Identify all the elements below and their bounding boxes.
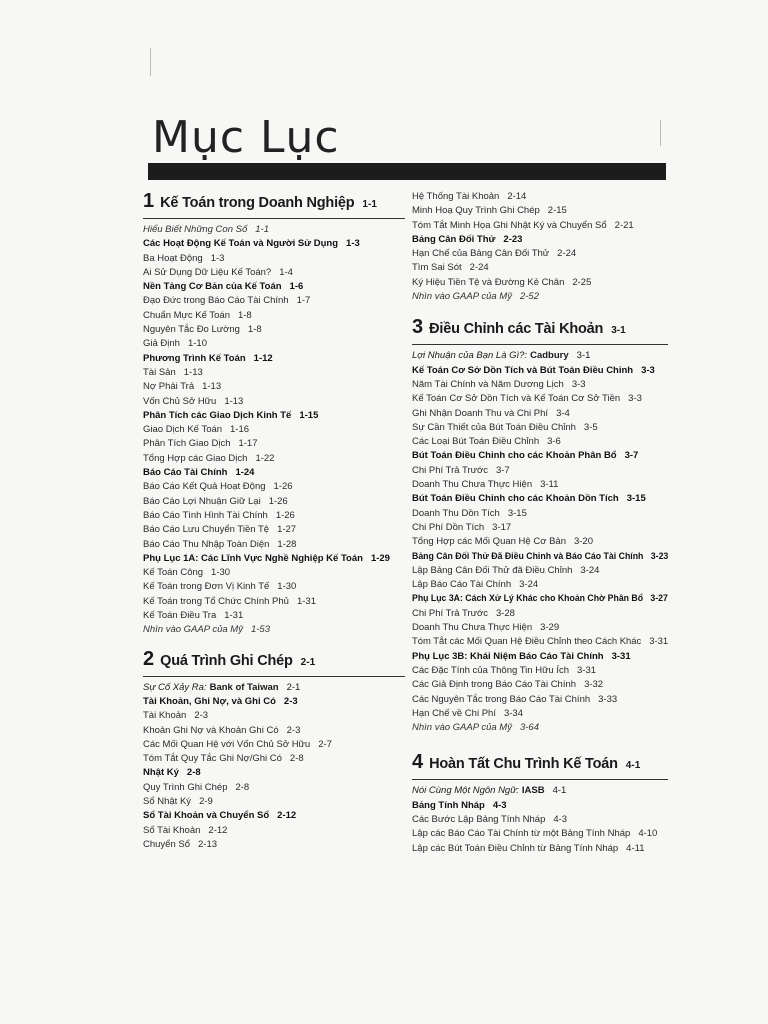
toc-entry bbox=[412, 564, 668, 578]
toc-entry bbox=[412, 827, 668, 841]
entry-page: 2-1 bbox=[286, 681, 301, 693]
toc-entry bbox=[143, 352, 405, 366]
entry-title: Bút Toán Điều Chỉnh cho các Khoản Phân Bổ bbox=[412, 450, 617, 462]
entry-page: 1-17 bbox=[238, 438, 258, 450]
entry-page: 3-17 bbox=[492, 521, 512, 533]
entry-page: 1-6 bbox=[289, 281, 304, 293]
entry-title: Tài Sản bbox=[143, 366, 176, 378]
entry-title: Nguyên Tắc Đo Lường bbox=[143, 324, 240, 336]
chapter-number: 4 bbox=[412, 751, 424, 774]
toc-entry bbox=[412, 678, 668, 692]
entry-page: 2-52 bbox=[519, 291, 539, 303]
entry-page: 2-15 bbox=[547, 205, 567, 217]
toc-entry bbox=[143, 423, 405, 437]
entry-title: Khoản Ghi Nợ và Khoản Ghi Có bbox=[143, 724, 279, 736]
entry-page: 1-7 bbox=[296, 295, 311, 307]
toc-entry bbox=[412, 813, 668, 827]
toc-entry bbox=[143, 538, 405, 552]
entry-title: Nhật Ký bbox=[143, 767, 179, 779]
toc-entry bbox=[412, 290, 668, 304]
entry-page: 1-31 bbox=[224, 610, 244, 622]
toc-entry bbox=[143, 552, 405, 566]
entry-page: 3-11 bbox=[540, 479, 559, 491]
entry-page: 4-3 bbox=[553, 813, 568, 825]
entry-title: Bảng Tính Nháp bbox=[412, 799, 485, 811]
entry-title: Báo Cáo Tình Hình Tài Chính bbox=[143, 509, 268, 521]
toc-entry bbox=[143, 437, 405, 451]
entry-title: Doanh Thu Chưa Thực Hiện bbox=[412, 479, 533, 491]
entry-title: Báo Cáo Lợi Nhuận Giữ Lại bbox=[143, 495, 261, 507]
entry-page: 3-1 bbox=[576, 350, 591, 362]
entry-page: 1-26 bbox=[273, 481, 293, 493]
entry-page: 1-12 bbox=[253, 352, 273, 364]
chapter-number: 2 bbox=[143, 647, 155, 670]
entry-page: 4-11 bbox=[626, 842, 645, 854]
toc-entry bbox=[143, 495, 405, 509]
left-column bbox=[143, 190, 405, 852]
toc-entry bbox=[143, 809, 405, 823]
entry-page: 1-26 bbox=[275, 509, 295, 521]
toc-entry bbox=[143, 824, 405, 838]
entry-title: Tóm Tắt Minh Họa Ghi Nhật Ký và Chuyển Sổ bbox=[412, 219, 607, 231]
feature-label: Lợi Nhuận của Bạn Là Gì?: bbox=[412, 350, 528, 362]
entry-title: Hiểu Biết Những Con Số bbox=[143, 224, 248, 235]
entry-page: 1-13 bbox=[202, 381, 222, 393]
entry-page: 3-34 bbox=[503, 707, 523, 719]
entry-page: 1-1 bbox=[255, 224, 269, 235]
entry-title: Bảng Cân Đối Thử Đã Điều Chỉnh và Báo Cáo Tài Chính bbox=[412, 550, 644, 562]
entry-title: Ký Hiệu Tiền Tệ và Đường Kẻ Chân bbox=[412, 276, 565, 288]
toc-entry bbox=[143, 366, 405, 380]
entry-page: 3-31 bbox=[577, 664, 597, 676]
entry-title: Minh Hoạ Quy Trình Ghi Chép bbox=[412, 205, 540, 217]
entry-page: 3-31 bbox=[649, 636, 668, 648]
entry-title: Báo Cáo Thu Nhập Toàn Diện bbox=[143, 538, 270, 550]
toc-entry bbox=[143, 266, 405, 280]
entry-page: 3-28 bbox=[495, 607, 515, 619]
entry-page: 1-28 bbox=[277, 538, 297, 550]
chapter-heading bbox=[143, 648, 405, 677]
toc-entry bbox=[412, 650, 668, 664]
chapter-heading bbox=[412, 316, 668, 345]
entry-page: 2-24 bbox=[557, 248, 577, 260]
entry-title: Tài Khoản, Ghi Nợ, và Ghi Có bbox=[143, 695, 276, 707]
entry-page: 4-1 bbox=[552, 785, 567, 797]
entry-page: 2-24 bbox=[469, 262, 489, 274]
entry-title: Lập các Bút Toán Điều Chỉnh từ Bảng Tính Nháp bbox=[412, 842, 619, 854]
entry-page: 1-15 bbox=[299, 409, 319, 421]
entry-title: Báo Cáo Lưu Chuyển Tiền Tệ bbox=[143, 524, 270, 536]
chapter-page: 3-1 bbox=[611, 325, 626, 337]
toc-entry bbox=[143, 580, 405, 594]
toc-entry bbox=[143, 681, 405, 695]
entry-title: Ba Hoạt Động bbox=[143, 252, 203, 264]
toc-entry bbox=[412, 578, 668, 592]
entry-page: 3-23 bbox=[650, 550, 669, 562]
toc-entry bbox=[412, 842, 668, 856]
toc-entry bbox=[143, 480, 405, 494]
entry-title: Kế Toán trong Tổ Chức Chính Phủ bbox=[143, 595, 289, 607]
entry-page: 3-7 bbox=[624, 450, 639, 462]
toc-entry bbox=[143, 609, 405, 623]
entry-title: Nhìn vào GAAP của Mỹ bbox=[412, 722, 512, 734]
entry-page: 1-31 bbox=[296, 595, 316, 607]
feature-company: Cadbury bbox=[530, 350, 569, 362]
entry-page: 1-30 bbox=[211, 567, 231, 579]
feature-company: IASB bbox=[521, 785, 545, 797]
entry-title: Tóm Tắt các Mối Quan Hệ Điều Chỉnh theo Cách Khác bbox=[412, 636, 642, 648]
entry-page: 1-4 bbox=[279, 266, 293, 278]
entry-title: Nhìn vào GAAP của Mỹ bbox=[143, 624, 243, 636]
entry-page: 1-13 bbox=[224, 395, 244, 407]
toc-entry bbox=[412, 449, 668, 463]
entry-list bbox=[143, 681, 405, 853]
toc-entry bbox=[412, 607, 668, 621]
toc-entry bbox=[143, 466, 405, 480]
toc-entry bbox=[143, 223, 405, 237]
entry-page: 3-20 bbox=[573, 536, 593, 548]
toc-entry bbox=[143, 724, 405, 738]
entry-title: Sự Cần Thiết của Bút Toán Điều Chỉnh bbox=[412, 421, 576, 433]
toc-entry bbox=[412, 492, 668, 506]
toc-entry bbox=[143, 237, 405, 251]
toc-entry bbox=[143, 452, 405, 466]
entry-title: Tổng Hợp các Mối Quan Hệ Cơ Bản bbox=[412, 536, 566, 548]
entry-title: Giả Định bbox=[143, 338, 180, 350]
entry-list bbox=[143, 223, 405, 638]
toc-entry bbox=[143, 294, 405, 308]
entry-page: 1-3 bbox=[346, 238, 360, 250]
chapter-page: 1-1 bbox=[362, 199, 377, 210]
toc-entry bbox=[412, 247, 668, 261]
entry-page: 3-7 bbox=[495, 464, 510, 476]
entry-page: 3-4 bbox=[556, 407, 570, 419]
entry-title: Nền Tảng Cơ Bản của Kế Toán bbox=[143, 281, 282, 293]
entry-page: 3-29 bbox=[540, 622, 560, 634]
entry-page: 2-8 bbox=[235, 781, 250, 793]
toc-entry bbox=[143, 838, 405, 852]
entry-title: Vốn Chủ Sở Hữu bbox=[143, 395, 217, 407]
entry-page: 1-24 bbox=[235, 467, 255, 479]
entry-title: Kế Toán Cơ Sở Dồn Tích và Kế Toán Cơ Sở Tiền bbox=[412, 393, 621, 405]
chapter-title: Điều Chỉnh các Tài Khoản bbox=[429, 321, 604, 338]
toc-entry bbox=[412, 204, 668, 218]
entry-title: Các Nguyên Tắc trong Báo Cáo Tài Chính bbox=[412, 693, 591, 705]
toc-entry bbox=[143, 709, 405, 723]
toc-entry bbox=[412, 407, 668, 421]
entry-page: 4-10 bbox=[638, 828, 658, 840]
toc-entry bbox=[412, 507, 668, 521]
chapter-number: 1 bbox=[143, 190, 155, 212]
entry-page: 2-21 bbox=[614, 219, 634, 231]
toc-entry bbox=[143, 523, 405, 537]
entry-page: 2-14 bbox=[507, 191, 527, 202]
entry-page: 2-8 bbox=[186, 767, 201, 779]
entry-title: Chuyển Sổ bbox=[143, 838, 191, 850]
entry-title: Tóm Tắt Quy Tắc Ghi Nợ/Ghi Có bbox=[143, 753, 282, 765]
entry-page: 1-27 bbox=[277, 524, 297, 536]
entry-page: 2-13 bbox=[198, 838, 218, 850]
toc-entry bbox=[412, 721, 668, 735]
entry-page: 3-6 bbox=[547, 436, 561, 448]
toc-entry bbox=[143, 337, 405, 351]
scan-mark-right bbox=[660, 120, 661, 146]
entry-title: Đạo Đức trong Báo Cáo Tài Chính bbox=[143, 295, 289, 307]
toc-entry bbox=[412, 364, 668, 378]
entry-page: 2-3 bbox=[194, 710, 209, 722]
entry-page: 3-24 bbox=[580, 564, 600, 576]
entry-page: 3-24 bbox=[519, 579, 539, 591]
toc-entry bbox=[412, 521, 668, 535]
entry-title: Phụ Lục 3B: Khái Niệm Báo Cáo Tài Chính bbox=[412, 650, 604, 662]
entry-title: Phụ Lục 3A: Cách Xử Lý Khác cho Khoản Chờ Phân Bổ bbox=[412, 593, 644, 605]
entry-page: 2-8 bbox=[289, 753, 304, 765]
entry-title: Tìm Sai Sót bbox=[412, 262, 462, 274]
entry-title: Sổ Tài Khoản và Chuyển Sổ bbox=[143, 810, 270, 822]
title-bar bbox=[148, 163, 666, 180]
entry-title: Các Đặc Tính của Thông Tin Hữu Ích bbox=[412, 664, 570, 676]
entry-page: 3-32 bbox=[584, 679, 604, 691]
chapter-number: 3 bbox=[412, 316, 424, 339]
chapter-heading bbox=[143, 190, 405, 219]
entry-page: 3-15 bbox=[626, 493, 646, 505]
entry-title: Báo Cáo Tài Chính bbox=[143, 467, 228, 479]
entry-title: Phân Tích các Giao Dịch Kinh Tế bbox=[143, 409, 292, 421]
entry-page: 1-8 bbox=[237, 309, 252, 321]
toc-entry bbox=[412, 784, 668, 798]
toc-entry bbox=[412, 621, 668, 635]
toc-entry bbox=[412, 664, 668, 678]
entry-title: Các Mối Quan Hệ với Vốn Chủ Sở Hữu bbox=[143, 738, 311, 750]
entry-page: 2-25 bbox=[572, 276, 592, 288]
toc-entry bbox=[412, 233, 668, 247]
entry-title: Chuẩn Mực Kế Toán bbox=[143, 309, 230, 321]
entry-title: Giao Dịch Kế Toán bbox=[143, 424, 223, 436]
entry-title: Chi Phí Dồn Tích bbox=[412, 521, 485, 533]
entry-page: 1-16 bbox=[230, 424, 250, 436]
entry-page: 3-33 bbox=[598, 693, 618, 705]
toc-entry bbox=[412, 190, 668, 204]
entry-page: 2-12 bbox=[277, 810, 297, 822]
toc-entry bbox=[412, 693, 668, 707]
toc-entry bbox=[412, 592, 668, 606]
toc-entry bbox=[143, 509, 405, 523]
feature-company: Bank of Taiwan bbox=[209, 681, 279, 693]
entry-title: Nợ Phải Trả bbox=[143, 381, 195, 393]
entry-title: Các Giả Định trong Báo Cáo Tài Chính bbox=[412, 679, 577, 691]
entry-title: Bảng Cân Đối Thử bbox=[412, 233, 496, 245]
entry-page: 2-9 bbox=[199, 795, 213, 807]
toc-entry bbox=[412, 435, 668, 449]
toc-entry bbox=[143, 380, 405, 394]
entry-title: Kế Toán trong Đơn Vị Kinh Tế bbox=[143, 581, 270, 593]
toc-entry bbox=[143, 781, 405, 795]
entry-title: Các Bước Lập Bảng Tính Nháp bbox=[412, 813, 546, 825]
toc-entry bbox=[412, 799, 668, 813]
entry-page: 1-22 bbox=[255, 452, 275, 464]
entry-title: Báo Cáo Kết Quả Hoạt Động bbox=[143, 481, 266, 493]
entry-title: Kế Toán Công bbox=[143, 567, 204, 579]
scan-mark-top bbox=[150, 48, 151, 76]
toc-entry bbox=[412, 349, 668, 363]
feature-label: Nói Cùng Một Ngôn Ngữ: bbox=[412, 785, 519, 797]
entry-title: Kế Toán Điều Tra bbox=[143, 610, 217, 622]
entry-title: Chi Phí Trả Trước bbox=[412, 607, 488, 619]
entry-page: 3-31 bbox=[611, 650, 631, 662]
toc-entry bbox=[412, 219, 668, 233]
entry-page: 3-3 bbox=[628, 393, 642, 405]
toc-entry bbox=[143, 738, 405, 752]
chapter-title: Quá Trình Ghi Chép bbox=[160, 652, 293, 669]
chapter-page: 4-1 bbox=[625, 760, 641, 772]
entry-title: Kế Toán Cơ Sở Dồn Tích và Bút Toán Điều Chỉnh bbox=[412, 364, 634, 376]
chapter-page: 2-1 bbox=[300, 656, 316, 668]
chapter-title: Kế Toán trong Doanh Nghiệp bbox=[160, 195, 355, 211]
entry-title: Lập các Báo Cáo Tài Chính từ một Bảng Tính Nháp bbox=[412, 828, 631, 840]
entry-page: 1-13 bbox=[183, 366, 203, 378]
toc-entry bbox=[412, 478, 668, 492]
entry-page: 3-64 bbox=[519, 722, 539, 734]
entry-page: 1-3 bbox=[210, 252, 225, 264]
entry-title: Tài Khoản bbox=[143, 710, 187, 722]
toc-entry bbox=[143, 766, 405, 780]
toc-entry bbox=[143, 595, 405, 609]
entry-title: Doanh Thu Dồn Tích bbox=[412, 507, 500, 519]
entry-title: Ai Sử Dụng Dữ Liệu Kế Toán? bbox=[143, 266, 272, 278]
toc-entry bbox=[412, 550, 668, 564]
entry-page: 1-30 bbox=[277, 581, 297, 593]
entry-title: Lập Báo Cáo Tài Chính bbox=[412, 579, 512, 591]
entry-page: 3-5 bbox=[583, 421, 598, 433]
entry-title: Doanh Thu Chưa Thực Hiện bbox=[412, 622, 533, 634]
toc-entry bbox=[412, 535, 668, 549]
chapter-heading bbox=[412, 751, 668, 780]
entry-page: 2-23 bbox=[503, 233, 523, 245]
entry-title: Phương Trình Kế Toán bbox=[143, 352, 246, 364]
toc-entry bbox=[412, 276, 668, 290]
toc-entry bbox=[143, 395, 405, 409]
entry-title: Các Loại Bút Toán Điều Chỉnh bbox=[412, 436, 540, 448]
toc-entry bbox=[143, 752, 405, 766]
entry-page: 2-3 bbox=[286, 724, 301, 736]
toc-entry bbox=[143, 795, 405, 809]
toc-entry bbox=[143, 252, 405, 266]
entry-page: 2-3 bbox=[283, 695, 298, 707]
entry-title: Chi Phí Trả Trước bbox=[412, 464, 488, 476]
entry-title: Năm Tài Chính và Năm Dương Lịch bbox=[412, 378, 564, 390]
toc-entry bbox=[143, 309, 405, 323]
entry-title: Phụ Lục 1A: Các Lĩnh Vực Nghề Nghiệp Kế Toán bbox=[143, 552, 363, 564]
entry-page: 3-15 bbox=[507, 507, 527, 519]
entry-page: 1-10 bbox=[187, 338, 207, 350]
entry-page: 3-27 bbox=[650, 593, 668, 605]
entry-page: 2-7 bbox=[318, 738, 332, 750]
right-column bbox=[412, 190, 668, 856]
entry-title: Các Hoạt Động Kế Toán và Người Sử Dụng bbox=[143, 238, 339, 250]
chapter-title: Hoàn Tất Chu Trình Kế Toán bbox=[429, 756, 618, 773]
entry-title: Tổng Hợp các Giao Dịch bbox=[143, 452, 248, 464]
toc-entry bbox=[412, 635, 668, 649]
entry-page: 1-26 bbox=[268, 495, 288, 507]
toc-entry bbox=[412, 392, 668, 406]
toc-entry bbox=[143, 695, 405, 709]
entry-title: Lập Bảng Cân Đối Thử đã Điều Chỉnh bbox=[412, 564, 573, 576]
entry-title: Ghi Nhận Doanh Thu và Chi Phí bbox=[412, 407, 549, 419]
page-title: Mục Lục bbox=[152, 112, 340, 163]
entry-title: Hạn Chế về Chi Phí bbox=[412, 707, 496, 719]
entry-title: Hạn Chế của Bảng Cân Đối Thử bbox=[412, 248, 550, 260]
entry-title: Quy Trình Ghi Chép bbox=[143, 781, 228, 793]
entry-title: Phân Tích Giao Dịch bbox=[143, 438, 231, 450]
entry-page: 3-3 bbox=[641, 364, 655, 376]
entry-list bbox=[412, 349, 668, 735]
toc-entry bbox=[412, 261, 668, 275]
toc-entry bbox=[143, 280, 405, 294]
entry-title: Bút Toán Điều Chỉnh cho các Khoản Dồn Tích bbox=[412, 493, 619, 505]
entry-page: 4-3 bbox=[492, 799, 507, 811]
entry-title: Sổ Tài Khoản bbox=[143, 824, 201, 836]
entry-page: 1-53 bbox=[250, 624, 270, 636]
toc-entry bbox=[143, 323, 405, 337]
entry-title: Nhìn vào GAAP của Mỹ bbox=[412, 291, 512, 303]
toc-entry bbox=[143, 623, 405, 637]
entry-title: Sổ Nhật Ký bbox=[143, 795, 192, 807]
toc-entry bbox=[143, 409, 405, 423]
toc-entry bbox=[143, 566, 405, 580]
toc-entry bbox=[412, 421, 668, 435]
entry-title: Hệ Thống Tài Khoản bbox=[412, 191, 500, 202]
entry-list bbox=[412, 784, 668, 855]
entry-page: 1-8 bbox=[247, 324, 262, 336]
entry-page: 2-12 bbox=[208, 824, 228, 836]
toc-entry bbox=[412, 707, 668, 721]
feature-label: Sự Cố Xảy Ra: bbox=[143, 681, 207, 693]
entry-page: 3-3 bbox=[571, 378, 586, 390]
toc-entry bbox=[412, 378, 668, 392]
toc-entry bbox=[412, 464, 668, 478]
entry-list-continued bbox=[412, 190, 668, 304]
entry-page: 1-29 bbox=[370, 552, 390, 564]
